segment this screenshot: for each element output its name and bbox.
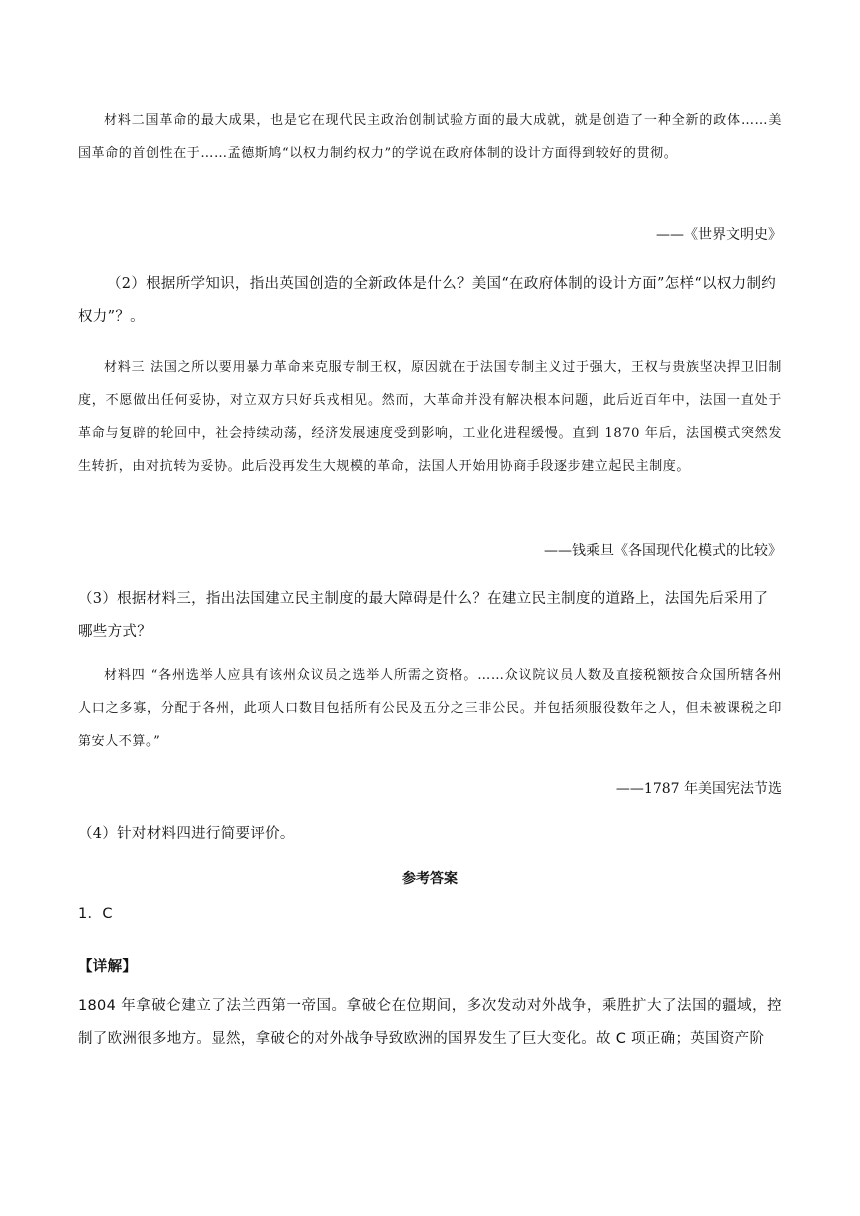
question-3: （3）根据材料三，指出法国建立民主制度的最大障碍是什么？在建立民主制度的道路上，法国先后采用了哪些方式？	[78, 591, 769, 640]
material-3-source: ——钱乘旦《各国现代化模式的比较》	[544, 543, 782, 559]
material-4-source: ——1787 年美国宪法节选	[615, 781, 782, 797]
detail-label: 【详解】	[78, 958, 138, 975]
answer-item-1: 1．C	[78, 906, 113, 922]
material-3-text: 材料三 法国之所以要用暴力革命来克服专制王权，原因就在于法国专制主义过于强大，王权与贵族坚决捍卫旧制度，不愿做出任何妥协，对立双方只好兵戎相见。然而，大革命并没有解决根本问题，此后近百年中，法国一直处于革命与复辟的轮回中，社会持续动荡，经济发展速度受到影响，工业化进程缓慢。直到 1870 年后，法国模式突然发生转折，由对抗转为妥协。此后没再发生大规模的革命，法国人开始用协商手段逐步建立起民主制度。	[78, 360, 782, 474]
material-2-source: ——《世界文明史》	[656, 227, 782, 243]
detail-text: 1804 年拿破仑建立了法兰西第一帝国。拿破仑在位期间，多次发动对外战争，乘胜扩大了法国的疆域，控制了欧洲很多地方。显然，拿破仑的对外战争导致欧洲的国界发生了巨大变化。故 C 项正确；英国资产阶	[78, 998, 782, 1047]
answers-heading: 参考答案	[402, 871, 458, 887]
material-4-text: 材料四 “各州选举人应具有该州众议员之选举人所需之资格。……众议院议员人数及直接税额按合众国所辖各州人口之多寡，分配于各州，此项人口数目包括所有公民及五分之三非公民。并包括须服役数年之人，但未被课税之印第安人不算。”	[78, 668, 782, 749]
question-4: （4）针对材料四进行简要评价。	[78, 826, 295, 842]
material-2-text: 材料二国革命的最大成果，也是它在现代民主政治创制试验方面的最大成就，就是创造了一种全新的政体……美国革命的首创性在于……孟德斯鸠“以权力制约权力”的学说在政府体制的设计方面得到较好的贯彻。	[78, 113, 782, 161]
question-2: （2）根据所学知识，指出英国创造的全新政体是什么？美国“在政府体制的设计方面”怎样“以权力制约权力”？。	[78, 276, 777, 325]
